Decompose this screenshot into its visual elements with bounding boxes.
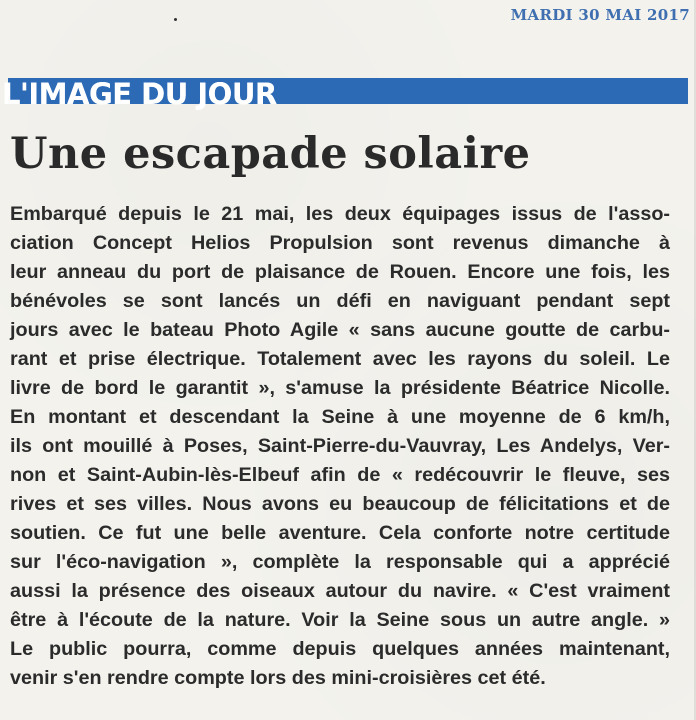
rubric-label: L'IMAGE DU JOUR [2, 77, 277, 111]
article-body [10, 200, 670, 693]
article-line: En montant et descendant la Seine à une moyenne de 6 km/h, [10, 406, 670, 428]
article-line: soutien. Ce fut une belle aventure. Cela conforte notre certitude [10, 522, 670, 544]
article-line: rives et ses villes. Nous avons eu beaucoup de félicitations et de [10, 493, 670, 515]
article-line: sur l'éco-navigation », complète la responsable qui a apprécié [10, 551, 670, 573]
article-line: livre de bord le garantit », s'amuse la présidente Béatrice Nicolle. [10, 377, 670, 399]
article-line: aussi la présence des oiseaux autour du navire. « C'est vraiment [10, 580, 670, 602]
article-headline: Une escapade solaire [10, 129, 531, 179]
issue-date: MARDI 30 MAI 2017 [510, 6, 690, 24]
article-line: ciation Concept Helios Propulsion sont revenus dimanche à [10, 232, 670, 254]
print-speck [174, 18, 177, 21]
article-line: ils ont mouillé à Poses, Saint-Pierre-du-Vauvray, Les Andelys, Ver- [10, 435, 670, 457]
article-line: jours avec le bateau Photo Agile « sans aucune goutte de carbu- [10, 319, 670, 341]
article-line: venir s'en rendre compte lors des mini-croisières cet été. [10, 667, 546, 689]
article-line: non et Saint-Aubin-lès-Elbeuf afin de « redécouvrir le fleuve, ses [10, 464, 670, 486]
article-line: leur anneau du port de plaisance de Rouen. Encore une fois, les [10, 261, 670, 283]
article-line: Le public pourra, comme depuis quelques années maintenant, [10, 638, 670, 660]
article-line: bénévoles se sont lancés un défi en naviguant pendant sept [10, 290, 670, 312]
article-line: Embarqué depuis le 21 mai, les deux équipages issus de l'asso- [10, 203, 670, 225]
article-line: être à l'écoute de la nature. Voir la Seine sous un autre angle. » [10, 609, 670, 631]
article-line: rant et prise électrique. Totalement avec les rayons du soleil. Le [10, 348, 670, 370]
